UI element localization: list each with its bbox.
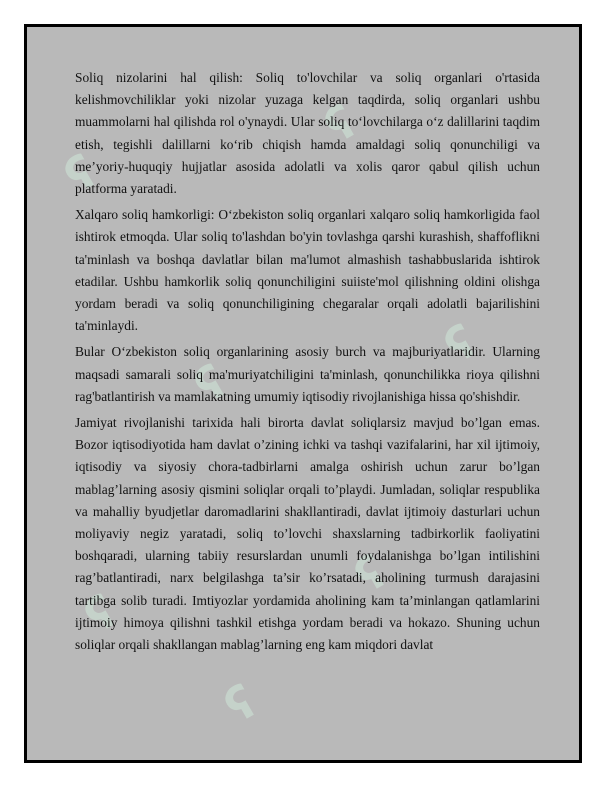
paragraph-international-cooperation: Xalqaro soliq hamkorligi: O‘zbekiston soliq organlari xalqaro soliq hamkorligida faol ishtirok etmoqda. Ular soliq to'lashdan bo'yin tovlashga qarshi kurashish, shaffoflikni ta'minlash va boshqa davlatlar bilan ma'lumot almashish tashabbuslarida ishtirok etadilar. Ushbu hamkorlik soliq qonunchiligini suiiste'mol qilishning oldini olishga yordam beradi va soliq qonunchiligining chegaralar orqali adolatli bajarilishini ta'minlaydi. [75,207,540,334]
watermark-mark: ʕ [75,584,126,644]
watermark-mark: ʕ [55,144,106,204]
watermark-mark: ʕ [345,544,396,604]
paragraph-tax-disputes: Soliq nizolarini hal qilish: Soliq to'lovchilar va soliq organlari o'rtasida kelishmovchiliklar yoki nizolar yuzaga kelgan taqdirda, soliq organlari ushbu muammolarni hal qilishda rol o'ynaydi. Ular soliq to‘lovchilarga o‘z dalillarini taqdim etish, tegishli dalillarni ko‘rib chiqish hamda amaldagi soliq qonunchiligi va me’yoriy-huquqiy hujjatlar asosida adolatli va xolis qaror qabul qilish uchun platforma yaratadi. [75,70,540,197]
paragraph-society-and-taxes: Jamiyat rivojlanishi tarixida hali birorta davlat soliqlarsiz mavjud bo’lgan emas. Bozor iqtisodiyotida ham davlat o’zining ichki va tashqi vazifalarini, har xil ijtimoiy, iqtisodiy va siyosiy chora-tadbirlarni amalga oshirish uchun zarur bo’lgan mablag’larning asosiy qismini soliqlar orqali to’playdi. Jumladan, soliqlar respublika va mahalliy byudjetlar daromadlarini shakllantiradi, davlat ijtimoiy dasturlari uchun moliyaviy negiz yaratadi, soliq to’lovchi shaxslarning tadbirkorlik faoliyatini boshqaradi, ularning tabiiy resurslardan unumli foydalanishga bo’lgan intilishini rag’batlantiradi, narx belgilashga ta’sir ko’rsatadi, aholining turmush darajasini tartibga solib turadi. Imtiyozlar yordamida aholining kam ta’minlangan qatlamlarini ijtimoiy himoya qilishni tashkil etishga yordam beradi va hokazo. Shuning uchun soliqlar orqali shakllangan mablag’larning eng kam miqdori davlat [75,415,540,653]
watermark-mark: ʕ [315,94,366,154]
document-body [75,67,540,660]
watermark-mark: ʕ [215,674,266,734]
watermark-mark: ʕ [185,354,236,414]
watermark-mark: ʕ [435,314,486,374]
document-page [24,24,582,763]
paragraph-duties-summary: Bular O‘zbekiston soliq organlarining asosiy burch va majburiyatlaridir. Ularning maqsadi samarali soliq ma'muriyatchiligini ta'minlash, qonunchilikka rioya qilishni rag'batlantirish va mamlakatning umumiy iqtisodiy rivojlanishiga hissa qo'shishdir. [75,344,540,404]
